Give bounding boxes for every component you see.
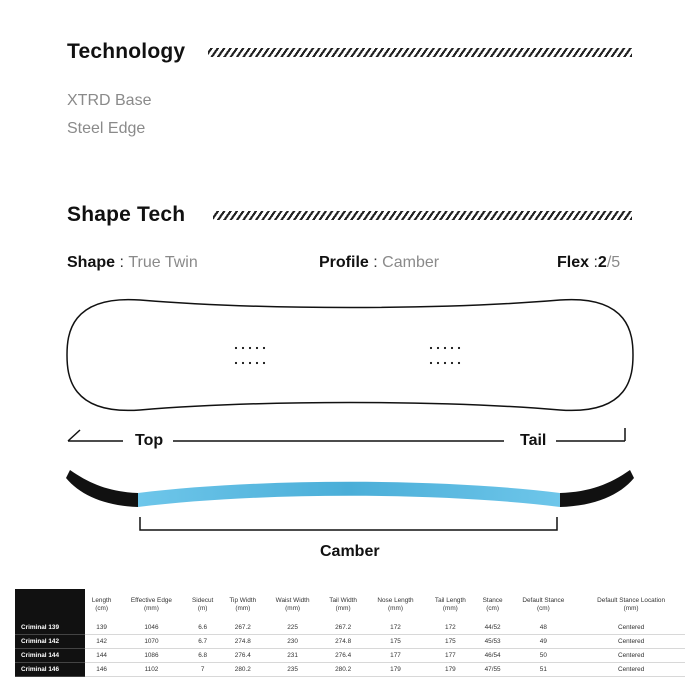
shape-label: Shape: [67, 254, 116, 271]
profile-separator: :: [373, 254, 378, 271]
cell-effective-edge: 1102: [118, 663, 184, 677]
row-model: Criminal 146: [15, 663, 85, 677]
table-corner-cell: [15, 589, 85, 621]
row-model: Criminal 139: [15, 621, 85, 635]
table-row: [15, 635, 685, 649]
cell-nose-length: 179: [366, 663, 425, 677]
header-waist-width: Waist Width (mm): [275, 597, 310, 612]
cell-sidecut: 7: [185, 663, 221, 677]
cell-default-stance-location: Centered: [577, 621, 685, 635]
cell-effective-edge: 1086: [118, 649, 184, 663]
board-outline-diagram: [0, 290, 700, 420]
spec-table: [15, 589, 685, 677]
cell-tip-width: 267.2: [221, 621, 265, 635]
flex-value: 2: [597, 254, 607, 271]
cell-stance: 44/52: [476, 621, 510, 635]
cell-nose-length: 172: [366, 621, 425, 635]
cell-nose-length: 177: [366, 649, 425, 663]
cell-effective-edge: 1070: [118, 635, 184, 649]
header-tip-width: Tip Width (mm): [229, 597, 257, 612]
cell-tail-length: 175: [425, 635, 476, 649]
cell-tail-width: 280.2: [320, 663, 366, 677]
profile-value: Camber: [382, 254, 440, 271]
shape-value: True Twin: [128, 254, 198, 271]
shape-tech-divider: [213, 211, 632, 220]
table-row: [15, 649, 685, 663]
cell-tail-length: 172: [425, 621, 476, 635]
flex-spec: [557, 254, 620, 272]
tech-item-edge: Steel Edge: [67, 120, 146, 137]
cell-length: 142: [85, 635, 118, 649]
cell-default-stance: 49: [510, 635, 578, 649]
nose-edge: [66, 470, 138, 507]
cell-waist-width: 225: [265, 621, 320, 635]
cell-default-stance-location: Centered: [577, 635, 685, 649]
header-default-stance-location: Default Stance Location (mm): [597, 597, 666, 612]
shape-separator: :: [119, 254, 124, 271]
cell-stance: 45/53: [476, 635, 510, 649]
top-label: Top: [135, 432, 164, 449]
cell-tail-width: 276.4: [320, 649, 366, 663]
flex-separator: :: [593, 254, 598, 271]
cell-length: 146: [85, 663, 118, 677]
cell-tail-length: 177: [425, 649, 476, 663]
cell-length: 139: [85, 621, 118, 635]
top-guide-line: [68, 430, 80, 441]
cell-waist-width: 231: [265, 649, 320, 663]
top-tail-guide: [0, 420, 700, 460]
camber-label: Camber: [320, 543, 380, 560]
cell-tip-width: 280.2: [221, 663, 265, 677]
cell-waist-width: 235: [265, 663, 320, 677]
camber-base: [138, 482, 560, 507]
flex-slash: /: [606, 254, 612, 271]
shape-tech-title: Shape Tech: [67, 203, 186, 226]
cell-default-stance-location: Centered: [577, 649, 685, 663]
shape-spec: [67, 254, 198, 272]
cell-sidecut: 6.6: [185, 621, 221, 635]
header-default-stance: Default Stance (cm): [522, 597, 565, 612]
row-model: Criminal 142: [15, 635, 85, 649]
profile-label: Profile: [319, 254, 369, 271]
board-outline: [67, 300, 633, 411]
table-row: [15, 621, 685, 635]
camber-bracket: [140, 517, 557, 530]
cell-tip-width: 274.8: [221, 635, 265, 649]
cell-nose-length: 175: [366, 635, 425, 649]
cell-effective-edge: 1046: [118, 621, 184, 635]
cell-default-stance: 48: [510, 621, 578, 635]
cell-tail-width: 274.8: [320, 635, 366, 649]
header-stance: Stance (cm): [482, 597, 503, 612]
cell-tail-width: 267.2: [320, 621, 366, 635]
tail-label: Tail: [520, 432, 547, 449]
spec-table-header-row: [15, 589, 685, 621]
cell-tail-length: 179: [425, 663, 476, 677]
tech-item-base: XTRD Base: [67, 92, 152, 109]
profile-spec: [319, 254, 439, 272]
camber-profile-diagram: [0, 460, 700, 540]
cell-default-stance: 51: [510, 663, 578, 677]
technology-title: Technology: [67, 40, 186, 63]
cell-sidecut: 6.7: [185, 635, 221, 649]
cell-tip-width: 276.4: [221, 649, 265, 663]
header-length: Length (cm): [91, 597, 112, 612]
header-effective-edge: Effective Edge (mm): [130, 597, 172, 612]
cell-default-stance: 50: [510, 649, 578, 663]
cell-stance: 46/54: [476, 649, 510, 663]
cell-waist-width: 230: [265, 635, 320, 649]
table-row: [15, 663, 685, 677]
header-tail-width: Tail Width (mm): [329, 597, 357, 612]
cell-default-stance-location: Centered: [577, 663, 685, 677]
cell-sidecut: 6.8: [185, 649, 221, 663]
header-nose-length: Nose Length (mm): [377, 597, 414, 612]
header-tail-length: Tail Length (mm): [434, 597, 466, 612]
header-sidecut: Sidecut (m): [191, 597, 214, 612]
row-model: Criminal 144: [15, 649, 85, 663]
technology-divider: [208, 48, 632, 57]
flex-label: Flex: [557, 254, 590, 271]
tail-edge: [560, 470, 634, 507]
flex-max: 5: [611, 254, 621, 271]
cell-stance: 47/55: [476, 663, 510, 677]
cell-length: 144: [85, 649, 118, 663]
